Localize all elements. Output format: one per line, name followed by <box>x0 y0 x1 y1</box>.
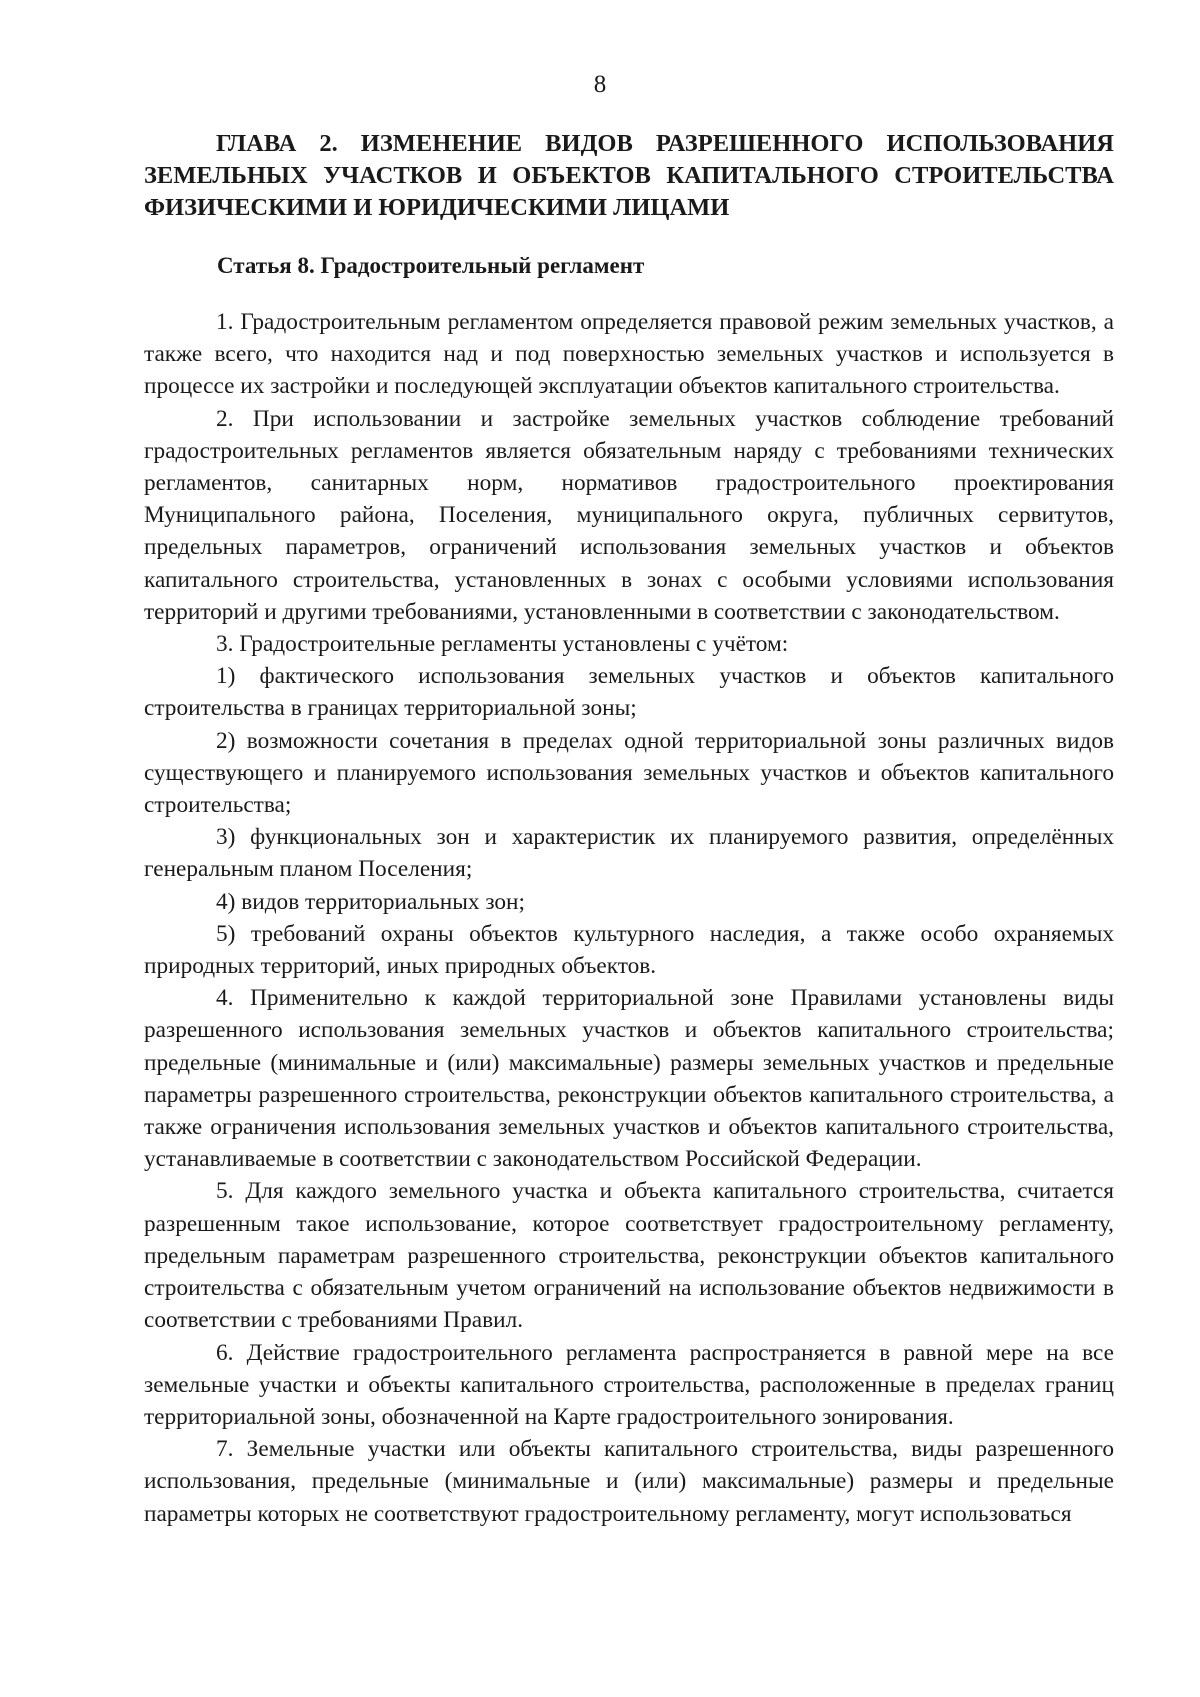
paragraph-3: 3. Градостроительные регламенты установлены с учётом: <box>216 631 789 658</box>
paragraph-2: 2. При использовании и застройке земельных участков соблюдение требований градостроительных регламентов является обязательным наряду с требованиями технических регламентов, санитарных норм, нормативов градостроительного проектирования Муниципального района, Поселения, муниципального округа, публичных сервитутов, предельных параметров, ограничений использования земельных участков и объектов капитального строительства, установленных в зонах с особыми условиями использования территорий и другими требованиями, установленными в соответствии с законодательством. <box>144 405 1114 625</box>
paragraph-7: 7. Земельные участки или объекты капитального строительства, виды разрешенного использования, предельные (минимальные и (или) максимальные) размеры и предельные параметры которых не соответствуют градостроительному регламенту, могут использоваться <box>144 1436 1114 1527</box>
chapter-title: ГЛАВА 2. ИЗМЕНЕНИЕ ВИДОВ РАЗРЕШЕННОГО ИСПОЛЬЗОВАНИЯ ЗЕМЕЛЬНЫХ УЧАСТКОВ И ОБЪЕКТОВ КАПИТАЛЬНОГО СТРОИТЕЛЬСТВА ФИЗИЧЕСКИМИ И ЮРИДИЧЕСКИМИ ЛИЦАМИ <box>144 130 1114 221</box>
article-title: Статья 8. Градостроительный регламент <box>217 253 645 278</box>
list-item-5: 5) требований охраны объектов культурного наследия, а также особо охраняемых природных территорий, иных природных объектов. <box>144 920 1114 980</box>
list-item-4: 4) видов территориальных зон; <box>216 888 525 915</box>
paragraph-4: 4. Применительно к каждой территориальной зоне Правилами установлены виды разрешенного использования земельных участков и объектов капитального строительства; предельные (минимальные и (или) максимальные) размеры земельных участков и предельные параметры разрешенного строительства, реконструкции объектов капитального строительства, а также ограничения использования земельных участков и объектов капитального строительства, устанавливаемые в соответствии с законодательством Российской Федерации. <box>144 985 1114 1173</box>
list-item-3: 3) функциональных зон и характеристик их планируемого развития, определённых генеральным планом Поселения; <box>144 824 1114 883</box>
page-content <box>144 128 1114 1530</box>
paragraph-1: 1. Градостроительным регламентом определяется правовой режим земельных участков, а также всего, что находится над и под поверхностью земельных участков и используется в процессе их застройки и последующей эксплуатации объектов капитального строительства. <box>144 309 1114 400</box>
article-body <box>144 306 1114 1530</box>
page-number: 8 <box>593 71 607 98</box>
list-item-2: 2) возможности сочетания в пределах одной территориальной зоны различных видов существующего и планируемого использования земельных участков и объектов капитального строительства; <box>144 727 1114 819</box>
paragraph-6: 6. Действие градостроительного регламента распространяется в равной мере на все земельные участки и объекты капитального строительства, расположенные в пределах границ территориальной зоны, обозначенной на Карте градостроительного зонирования. <box>144 1339 1114 1430</box>
list-item-1: 1) фактического использования земельных участков и объектов капитального строительства в границах территориальной зоны; <box>144 663 1114 722</box>
paragraph-5: 5. Для каждого земельного участка и объекта капитального строительства, считается разрешенным такое использование, которое соответствует градостроительному регламенту, предельным параметрам разрешенного строительства, реконструкции объектов капитального строительства с обязательным учетом ограничений на использование объектов недвижимости в соответствии с требованиями Правил. <box>144 1178 1114 1334</box>
